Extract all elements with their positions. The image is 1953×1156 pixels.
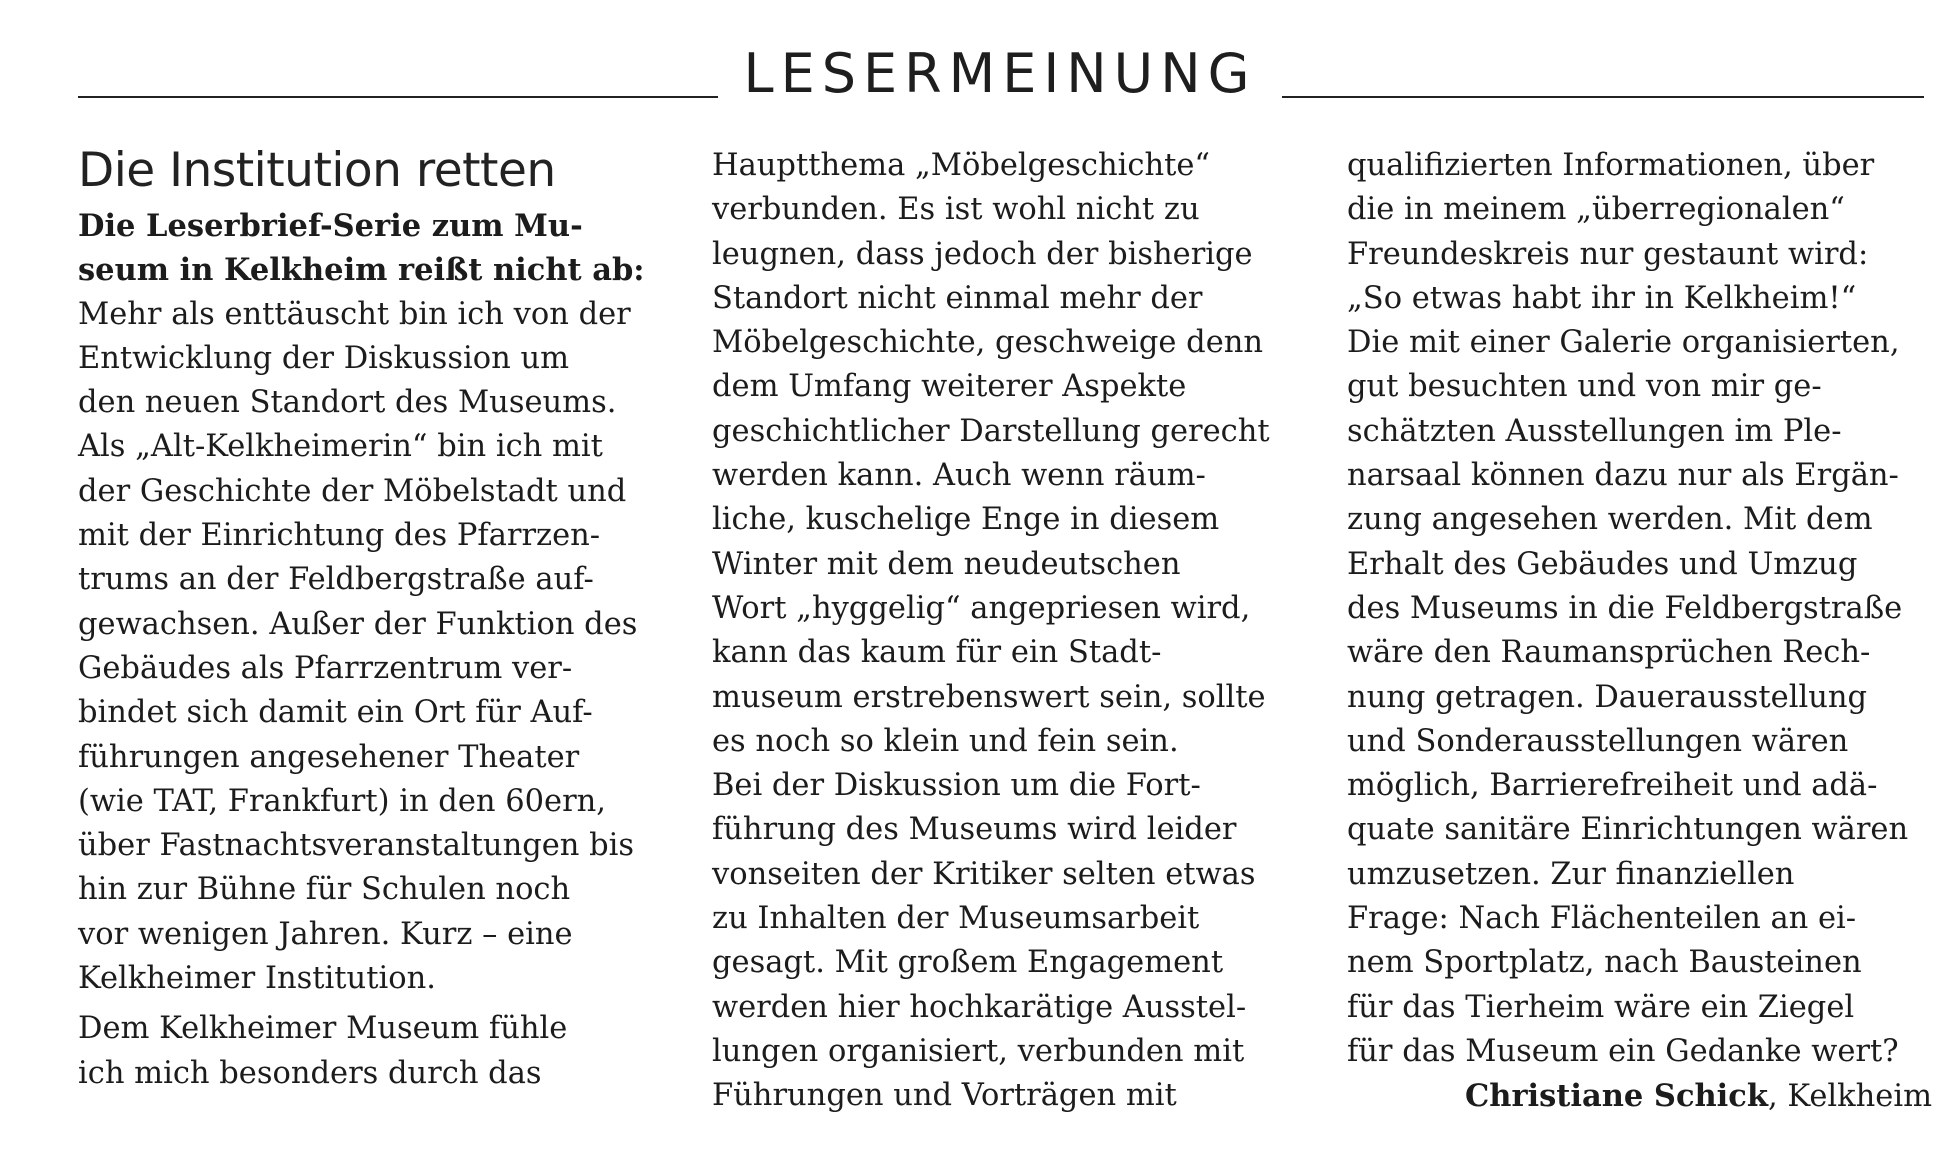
text-line: schätzten Ausstellungen im Ple-: [1347, 413, 1842, 449]
text-line: (wie TAT, Frankfurt) in den 60ern,: [78, 783, 606, 819]
text-line: Mehr als enttäuscht bin ich von der: [78, 296, 631, 332]
text-line: Standort nicht einmal mehr der: [712, 280, 1203, 316]
text-line: umzusetzen. Zur finanziellen: [1347, 856, 1795, 892]
text-line: für das Tierheim wäre ein Ziegel: [1347, 989, 1855, 1025]
column-3: [1347, 144, 1932, 1120]
text-line: lungen organisiert, verbunden mit: [712, 1033, 1245, 1069]
section-rule-right: [1282, 96, 1924, 98]
text-line: gewachsen. Außer der Funktion des: [78, 606, 638, 642]
text-line: Entwicklung der Diskussion um: [78, 340, 570, 376]
text-line: dem Umfang weiterer Aspekte: [712, 369, 1187, 405]
text-line: Führungen und Vorträgen mit: [712, 1078, 1177, 1114]
text-line: Die mit einer Galerie organisierten,: [1347, 325, 1900, 361]
text-line: den neuen Standort des Museums.: [78, 385, 617, 421]
text-line: zung angesehen werden. Mit dem: [1347, 502, 1873, 538]
text-line: bindet sich damit ein Ort für Auf-: [78, 695, 593, 731]
text-line: die in meinem „überregionalen“: [1347, 192, 1845, 228]
author-place: , Kelkheim: [1767, 1079, 1932, 1115]
text-line: gesagt. Mit großem Engagement: [712, 945, 1224, 981]
text-line: Kelkheimer Institution.: [78, 961, 436, 997]
paragraph: [78, 1007, 678, 1096]
text-line: verbunden. Es ist wohl nicht zu: [712, 192, 1200, 228]
text-line: führung des Museums wird leider: [712, 812, 1237, 848]
text-line: narsaal können dazu nur als Ergän-: [1347, 458, 1899, 494]
text-line: kann das kaum für ein Stadt-: [712, 635, 1162, 671]
text-line: Bei der Diskussion um die Fort-: [712, 768, 1201, 804]
section-rule-left: [78, 96, 718, 98]
text-line: Winter mit dem neudeutschen: [712, 546, 1181, 582]
text-line: führungen angesehener Theater: [78, 739, 580, 775]
text-line: Gebäudes als Pfarrzentrum ver-: [78, 650, 573, 686]
text-line: nem Sportplatz, nach Bausteinen: [1347, 945, 1862, 981]
text-line: werden hier hochkarätige Ausstel-: [712, 989, 1247, 1025]
intro-line: seum in Kelkheim reißt nicht ab:: [78, 252, 645, 289]
text-line: qualifizierten Informationen, über: [1347, 148, 1875, 183]
text-line: gut besuchten und von mir ge-: [1347, 369, 1822, 405]
text-line: des Museums in die Feldbergstraße: [1347, 590, 1903, 626]
author-name: Christiane Schick: [1465, 1078, 1768, 1115]
text-line: es noch so klein und fein sein.: [712, 723, 1179, 759]
text-line: wäre den Raumansprüchen Rech-: [1347, 635, 1871, 671]
article-headline: Die Institution retten: [78, 143, 556, 198]
text-line: Frage: Nach Flächenteilen an ei-: [1347, 901, 1857, 937]
text-line: und Sonderausstellungen wären: [1347, 723, 1849, 759]
text-line: möglich, Barrierefreiheit und adä-: [1347, 768, 1878, 804]
text-line: vonseiten der Kritiker selten etwas: [712, 856, 1256, 892]
text-line: Hauptthema „Möbelgeschichte“: [712, 148, 1211, 183]
text-line: Als „Alt-Kelkheimerin“ bin ich mit: [78, 429, 603, 465]
text-line: Freundeskreis nur gestaunt wird:: [1347, 236, 1869, 272]
text-line: über Fastnachtsveranstaltungen bis: [78, 828, 635, 864]
text-line: geschichtlicher Darstellung gerecht: [712, 413, 1270, 449]
paragraph: [78, 293, 678, 1002]
article-intro: [78, 204, 678, 293]
intro-line: Die Leserbrief-Serie zum Mu-: [78, 208, 583, 244]
author-signature: [1347, 1074, 1932, 1119]
text-line: hin zur Bühne für Schulen noch: [78, 872, 571, 908]
column-2: [712, 144, 1302, 1119]
text-line: quate sanitäre Einrichtungen wären: [1347, 812, 1909, 848]
text-line: „So etwas habt ihr in Kelkheim!“: [1347, 280, 1857, 316]
text-line: museum erstrebenswert sein, sollte: [712, 679, 1266, 715]
text-line: werden kann. Auch wenn räum-: [712, 458, 1206, 494]
text-line: Möbelgeschichte, geschweige denn: [712, 325, 1264, 361]
text-line: Erhalt des Gebäudes und Umzug: [1347, 546, 1858, 582]
text-line: trums an der Feldbergstraße auf-: [78, 562, 594, 598]
column-1: [78, 140, 678, 1096]
text-line: für das Museum ein Gedanke wert?: [1347, 1033, 1899, 1069]
text-line: nung getragen. Dauerausstellung: [1347, 679, 1868, 715]
text-line: leugnen, dass jedoch der bisherige: [712, 236, 1253, 272]
text-line: Dem Kelkheimer Museum fühle: [78, 1011, 568, 1047]
text-line: der Geschichte der Möbelstadt und: [78, 473, 627, 509]
text-line: Wort „hyggelig“ angepriesen wird,: [712, 590, 1251, 626]
text-line: vor wenigen Jahren. Kurz – eine: [78, 916, 573, 952]
text-line: liche, kuschelige Enge in diesem: [712, 502, 1220, 538]
section-title: LESERMEINUNG: [743, 42, 1257, 105]
text-line: ich mich besonders durch das: [78, 1055, 542, 1091]
text-line: mit der Einrichtung des Pfarrzen-: [78, 518, 601, 554]
text-line: zu Inhalten der Museumsarbeit: [712, 901, 1200, 937]
